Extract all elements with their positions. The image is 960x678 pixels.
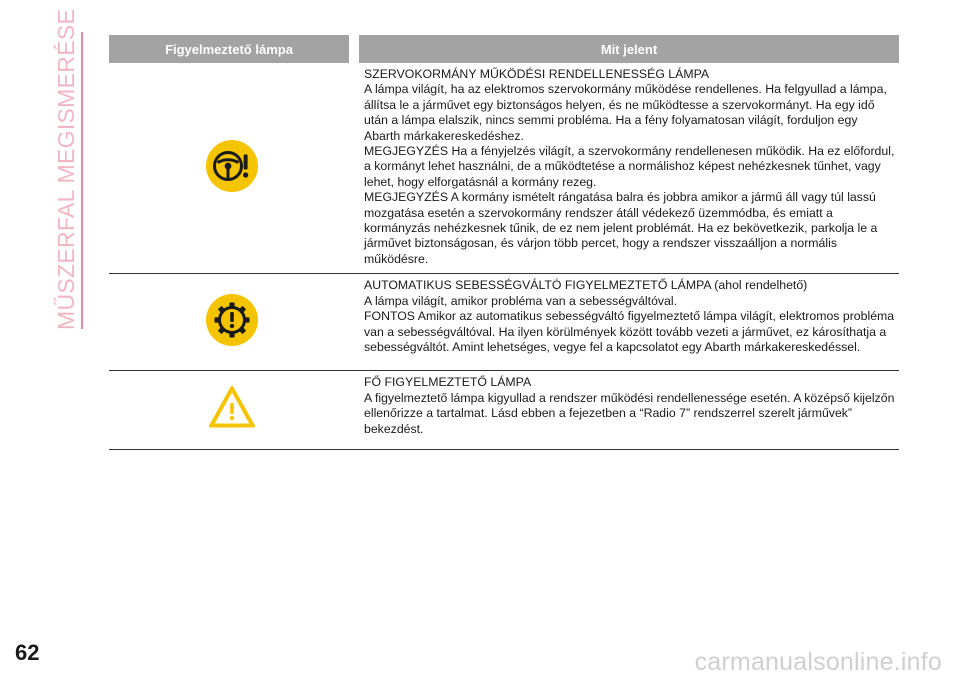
row-note: MEGJEGYZÉS A kormány ismételt rángatása balra és jobbra amikor a jármű áll vagy túl lassú mozgatása esetén a szervokormány rendszer átáll védekező üzemmódba, és emiatt a kormányzás nehézkesnek tűnik, de ez nem jelent problémát. Ha ez bekövetkezik, parkolja le a járművet biztonságosan, és várjon több percet, hogy a rendszer visszaálljon a normális működésre. (364, 190, 878, 266)
row-title: FŐ FIGYELMEZTETŐ LÁMPA (364, 375, 532, 390)
header-lamp: Figyelmeztető lámpa (109, 35, 354, 63)
warning-lamp-table (109, 35, 899, 450)
row-paragraph: A figyelmeztető lámpa kigyullad a rendszer működési rendellenessége esetén. A középső kijelzőn ellenőrizze a tartalmat. Lásd ebben a fejezetben a “Radio 7” rendszerrel szerelt járművek” bekezdést. (364, 390, 895, 436)
lamp-cell (109, 63, 354, 274)
row-paragraph: A lámpa világít, amikor probléma van a sebességváltóval. (364, 293, 678, 308)
table-row (109, 371, 899, 450)
page-number: 62 (15, 640, 40, 665)
lamp-cell (109, 371, 354, 450)
row-title: AUTOMATIKUS SEBESSÉGVÁLTÓ FIGYELMEZTETŐ LÁMPA (ahol rendelhető) (364, 278, 808, 293)
table-row (109, 274, 899, 371)
meaning-cell (354, 371, 899, 450)
meaning-cell (354, 274, 899, 371)
table-row (109, 63, 899, 274)
header-meaning: Mit jelent (354, 35, 899, 63)
lamp-cell (109, 274, 354, 371)
row-paragraph: A lámpa világít, ha az elektromos szervokormány működése rendellenes. Ha felgyullad a lámpa, állítsa le a járművet egy biztonságos helyen, és ne működtesse a szervokormányt. Ha egy idő után a lámpa elalszik, nincs semmi probléma. Ha a fény folyamatosan világít, forduljon egy Abarth márkakereskedéshez. (364, 82, 887, 143)
power-steering-warning-icon (206, 140, 258, 197)
watermark-text: carmanualsonline.info (694, 648, 942, 676)
row-note: FONTOS Amikor az automatikus sebességváltó figyelmeztető lámpa világít, elektromos probléma van a sebességváltóval. Ha ilyen körülmények között tovább vezeti a járművet, ez károsíthatja a sebességváltót. Amint lehetséges, vegye fel a kapcsolatot egy Abarth márkakereskedéssel. (364, 309, 895, 354)
row-title: SZERVOKORMÁNY MŰKÖDÉSI RENDELLENESSÉG LÁMPA (364, 67, 710, 81)
automatic-transmission-warning-icon (206, 294, 258, 351)
chapter-side-title: MŰSZERFAL MEGISMERÉSE (53, 8, 79, 330)
chapter-side-rule (81, 32, 83, 329)
meaning-cell (354, 63, 899, 274)
master-warning-triangle-icon (206, 382, 258, 439)
table-header-row (109, 35, 899, 63)
row-note: MEGJEGYZÉS Ha a fényjelzés világít, a szervokormány rendellenesen működik. Ha ez előfordul, a kormányt lehet használni, de a működtetése a normálishoz képest nehézkesnek tűnhet, vagy lehet, hogy elforgatásnál a kormány rezeg. (364, 144, 895, 189)
